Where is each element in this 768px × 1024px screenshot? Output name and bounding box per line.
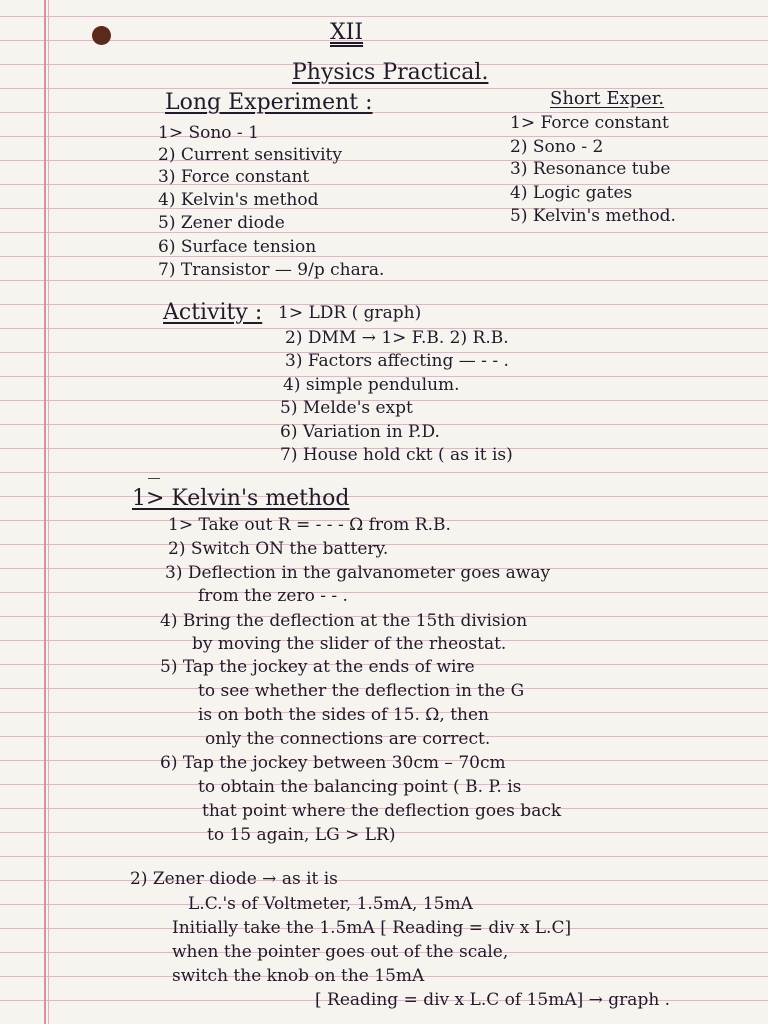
kelvin-line-7: 5) Tap the jockey at the ends of wire [160,657,475,677]
long-item-6: 6) Surface tension [158,237,317,257]
kelvin-line-1: 1> Take out R = - - - Ω from R.B. [168,515,451,535]
kelvin-line-11: 6) Tap the jockey between 30cm – 70cm [160,753,506,773]
zener-line-1: 2) Zener diode → as it is [130,869,338,889]
long-item-2: 2) Current sensitivity [158,145,342,165]
kelvin-line-2: 2) Switch ON the battery. [168,539,389,559]
activity-item-5: 5) Melde's expt [280,398,413,418]
long-item-3: 3) Force constant [158,167,310,187]
activity-heading: Activity : [163,300,263,325]
kelvin-line-13: that point where the deflection goes back [202,801,562,821]
short-item-4: 4) Logic gates [510,183,633,203]
long-item-1: 1> Sono - 1 [158,123,259,143]
short-item-2: 2) Sono - 2 [510,137,604,157]
short-item-1: 1> Force constant [510,113,669,133]
kelvin-line-6: by moving the slider of the rheostat. [192,634,507,654]
activity-item-1: 1> LDR ( graph) [278,303,422,323]
zener-line-5: switch the knob on the 15mA [172,966,425,986]
activity-item-4: 4) simple pendulum. [283,375,460,395]
kelvin-line-5: 4) Bring the deflection at the 15th division [160,611,528,631]
short-experiment-heading: Short Exper. [550,88,665,109]
kelvin-heading: 1> Kelvin's method [132,486,350,511]
activity-item-2: 2) DMM → 1> F.B. 2) R.B. [285,328,509,348]
long-item-7: 7) Transistor — 9/p chara. [158,260,385,280]
long-item-5: 5) Zener diode [158,213,285,233]
zener-line-2: L.C.'s of Voltmeter, 1.5mA, 15mA [188,894,473,914]
zener-line-6: [ Reading = div x L.C of 15mA] → graph . [315,990,671,1010]
long-experiment-heading: Long Experiment : [165,90,373,115]
activity-item-3: 3) Factors affecting — - - . [285,351,509,371]
short-item-5: 5) Kelvin's method. [510,206,676,226]
kelvin-line-9: is on both the sides of 15. Ω, then [198,705,489,725]
punch-hole [92,26,111,45]
activity-item-6: 6) Variation in P.D. [280,422,440,442]
kelvin-line-8: to see whether the deflection in the G [198,681,525,701]
class-mark: XII [330,20,364,45]
section-rule [148,478,160,479]
kelvin-line-14: to 15 again, LG > LR) [207,825,396,845]
margin-line [44,0,46,1024]
margin-line-inner [48,0,49,1024]
page-title: Physics Practical. [292,60,489,85]
kelvin-line-3: 3) Deflection in the galvanometer goes away [165,563,551,583]
zener-line-4: when the pointer goes out of the scale, [172,942,509,962]
zener-line-3: Initially take the 1.5mA [ Reading = div x L.C] [172,918,572,938]
activity-item-7: 7) House hold ckt ( as it is) [280,445,513,465]
kelvin-line-12: to obtain the balancing point ( B. P. is [198,777,522,797]
kelvin-line-4: from the zero - - . [198,586,348,606]
kelvin-line-10: only the connections are correct. [205,729,491,749]
long-item-4: 4) Kelvin's method [158,190,319,210]
short-item-3: 3) Resonance tube [510,159,671,179]
